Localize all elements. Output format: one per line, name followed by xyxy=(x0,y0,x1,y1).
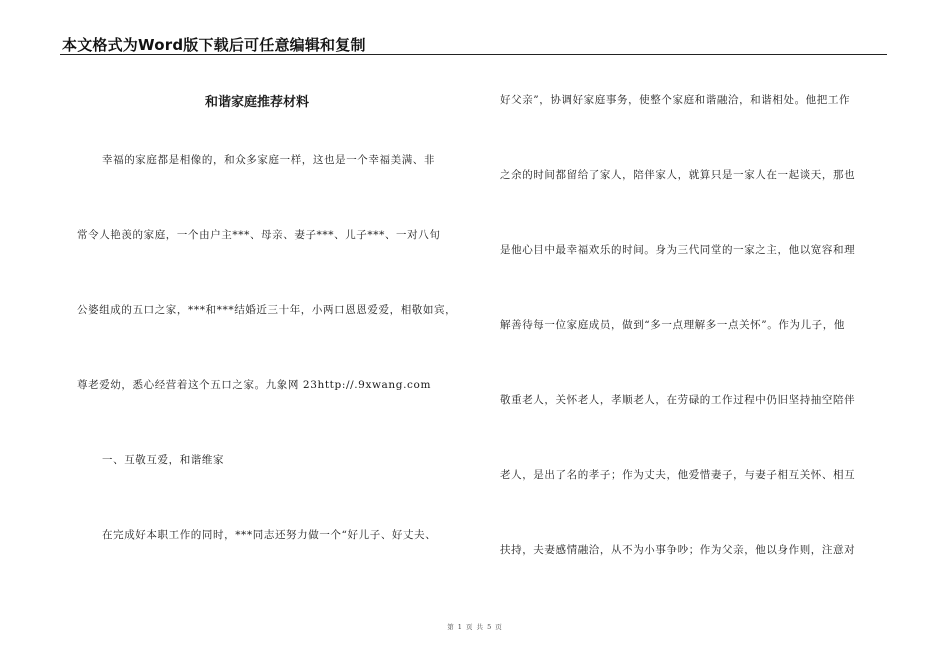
left-line-2: 常令人艳羡的家庭，一个由户主***、母亲、妻子***、儿子***、一对八旬 xyxy=(77,229,441,241)
document-banner: 本文格式为Word版下载后可任意编辑和复制 xyxy=(62,36,366,54)
page-number: 第 1 页 共 5 页 xyxy=(447,623,503,631)
banner-divider xyxy=(60,54,887,55)
section-heading: 一、互敬互爱，和谐维家 xyxy=(102,454,225,466)
left-line-3: 公婆组成的五口之家，***和***结婚近三十年，小两口恩恩爱爱，相敬如宾， xyxy=(77,304,457,316)
left-line-4: 尊老爱幼，悉心经营着这个五口之家。九象网 23http://.9xwang.com xyxy=(77,379,432,391)
right-line-2: 之余的时间都留给了家人，陪伴家人，就算只是一家人在一起谈天，那也 xyxy=(500,169,856,181)
left-line-1: 幸福的家庭都是相像的，和众多家庭一样，这也是一个幸福美满、非 xyxy=(102,154,435,166)
right-line-5: 敬重老人，关怀老人，孝顺老人，在劳碌的工作过程中仍旧坚持抽空陪伴 xyxy=(500,394,856,406)
right-line-4: 解善待每一位家庭成员，做到“多一点理解多一点关怀”。作为儿子，他 xyxy=(500,319,845,331)
document-title: 和谐家庭推荐材料 xyxy=(205,95,310,110)
right-line-6: 老人，是出了名的孝子；作为丈夫，他爱惜妻子，与妻子相互关怀、相互 xyxy=(500,469,856,481)
left-line-6: 在完成好本职工作的同时，***同志还努力做一个“好儿子、好丈夫、 xyxy=(102,529,437,541)
right-line-7: 扶持，夫妻感情融洽，从不为小事争吵；作为父亲，他以身作则，注意对 xyxy=(500,544,856,556)
right-line-3: 是他心目中最幸福欢乐的时间。身为三代同堂的一家之主，他以宽容和理 xyxy=(500,244,856,256)
right-line-1: 好父亲”，协调好家庭事务，使整个家庭和谐融洽，和谐相处。他把工作 xyxy=(500,94,851,106)
